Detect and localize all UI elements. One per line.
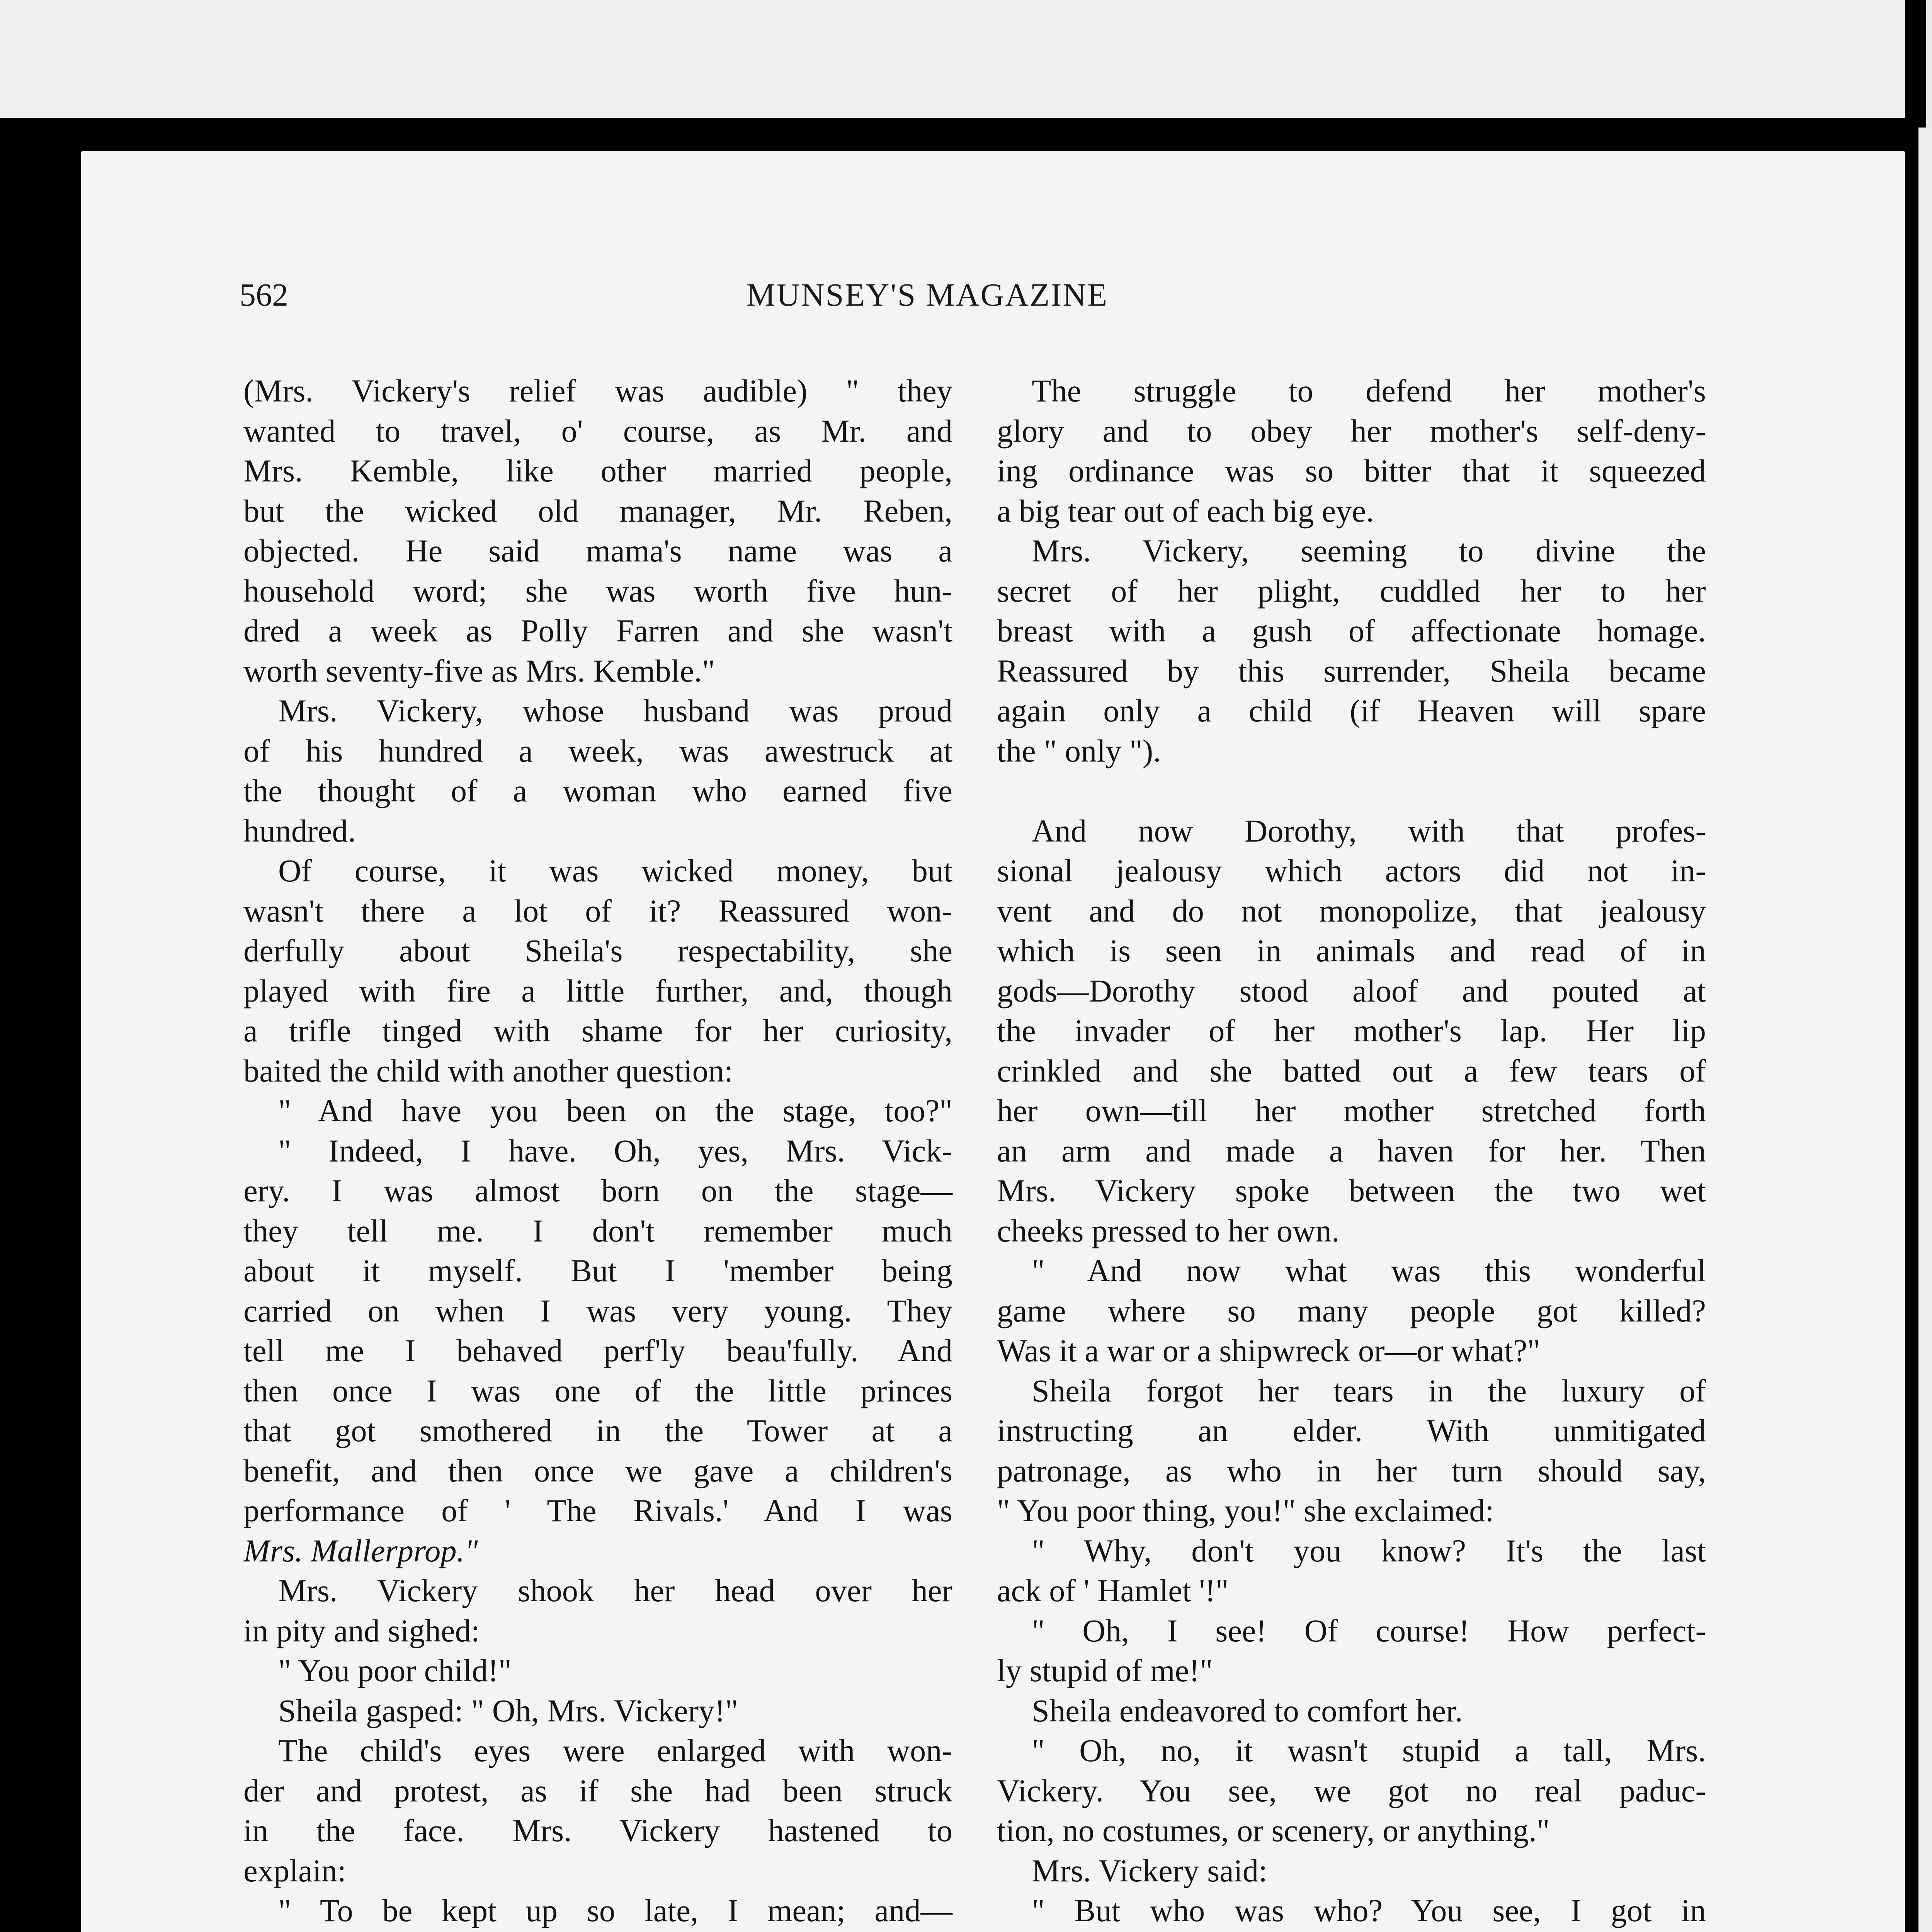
text-line: Vickery. You see, we got no real paduc- bbox=[997, 1772, 1706, 1808]
text-line: explain: bbox=[243, 1852, 346, 1888]
text-line: vent and do not monopolize, that jealousy bbox=[997, 893, 1706, 929]
text-line: objected. He said mama's name was a bbox=[243, 533, 952, 568]
text-line: Mrs. Vickery shook her head over her bbox=[278, 1573, 952, 1608]
text-line: Was it a war or a shipwreck or—or what?" bbox=[997, 1333, 1541, 1368]
text-line: " You poor child!" bbox=[278, 1653, 512, 1688]
text-line: Mrs. Vickery spoke between the two wet bbox=[997, 1173, 1706, 1208]
text-line: " Indeed, I have. Oh, yes, Mrs. Vick- bbox=[278, 1133, 952, 1168]
right-column bbox=[997, 371, 1706, 1932]
text-line: tion, no costumes, or scenery, or anything." bbox=[997, 1813, 1550, 1848]
text-line: her own—till her mother stretched forth bbox=[997, 1093, 1706, 1128]
text-line: Sheila endeavored to comfort her. bbox=[1032, 1692, 1463, 1728]
text-line: but the wicked old manager, Mr. Reben, bbox=[243, 493, 952, 529]
text-line: in pity and sighed: bbox=[243, 1612, 480, 1648]
text-line: " Oh, I see! Of course! How perfect- bbox=[1032, 1612, 1706, 1648]
text-line: Mrs. Vickery, seeming to divine the bbox=[1032, 533, 1706, 568]
text-line: " Oh, no, it wasn't stupid a tall, Mrs. bbox=[1032, 1733, 1706, 1768]
text-line: Reassured by this surrender, Sheila became bbox=[997, 653, 1706, 689]
text-line: a trifle tinged with shame for her curiosity, bbox=[243, 1013, 952, 1048]
text-line: " And have you been on the stage, too?" bbox=[278, 1093, 952, 1128]
running-head: MUNSEY'S MAGAZINE bbox=[746, 277, 1109, 313]
text-line: hundred. bbox=[243, 813, 356, 849]
text-line bbox=[997, 1931, 1706, 1932]
text-line: played with fire a little further, and, though bbox=[243, 973, 952, 1009]
text-line: the invader of her mother's lap. Her lip bbox=[997, 1013, 1706, 1048]
text-line: a big tear out of each big eye. bbox=[997, 493, 1374, 529]
text-line: game where so many people got killed? bbox=[997, 1293, 1706, 1328]
page-number: 562 bbox=[240, 277, 288, 313]
text-line: cheeks pressed to her own. bbox=[997, 1213, 1340, 1248]
text-line: about it myself. But I 'member being bbox=[243, 1253, 952, 1288]
text-line: that got smothered in the Tower at a bbox=[243, 1413, 952, 1448]
text-line: patronage, as who in her turn should say, bbox=[997, 1452, 1706, 1488]
text-line: " But who was who? You see, I got in bbox=[1032, 1893, 1706, 1928]
text-line: breast with a gush of affectionate homage. bbox=[997, 613, 1706, 648]
text-line: gods—Dorothy stood aloof and pouted at bbox=[997, 973, 1706, 1009]
text-line: sional jealousy which actors did not in- bbox=[997, 853, 1706, 888]
text-line: The child's eyes were enlarged with won- bbox=[278, 1733, 952, 1768]
text-line: in the face. Mrs. Vickery hastened to bbox=[243, 1813, 952, 1848]
text-line: performance of ' The Rivals.' And I was bbox=[243, 1493, 952, 1528]
text-line: again only a child (if Heaven will spare bbox=[997, 693, 1706, 728]
text-line: worth seventy-five as Mrs. Kemble." bbox=[243, 653, 715, 689]
text-line: ly stupid of me!" bbox=[997, 1653, 1213, 1688]
text-line: of his hundred a week, was awestruck at bbox=[243, 733, 952, 769]
text-line: carried on when I was very young. They bbox=[243, 1293, 952, 1328]
page-header bbox=[162, 276, 1692, 323]
text-line: Mrs. Vickery, whose husband was proud bbox=[278, 693, 952, 728]
text-line: " To be kept up so late, I mean; and— bbox=[278, 1893, 952, 1928]
text-line: And now Dorothy, with that profes- bbox=[1032, 813, 1706, 849]
next-page-edge bbox=[1918, 128, 1932, 1932]
text-line: the " only "). bbox=[997, 733, 1161, 769]
text-line: crinkled and she batted out a few tears of bbox=[997, 1053, 1706, 1088]
text-line: (Mrs. Vickery's relief was audible) " they bbox=[243, 373, 952, 408]
text-line: Of course, it was wicked money, but bbox=[278, 853, 952, 888]
text-line: ery. I was almost born on the stage— bbox=[243, 1173, 952, 1208]
adjacent-page-edge bbox=[1926, 0, 1932, 128]
text-line: then once I was one of the little princes bbox=[243, 1372, 952, 1408]
text-line: instructing an elder. With unmitigated bbox=[997, 1413, 1706, 1448]
text-line: " And now what was this wonderful bbox=[1032, 1253, 1706, 1288]
text-line: wasn't there a lot of it? Reassured won- bbox=[243, 893, 952, 929]
text-line: benefit, and then once we gave a children's bbox=[243, 1452, 952, 1488]
text-line: wanted to travel, o' course, as Mr. and bbox=[243, 413, 952, 449]
text-line: household word; she was worth five hun- bbox=[243, 573, 952, 609]
section-break bbox=[997, 771, 1706, 811]
text-line: baited the child with another question: bbox=[243, 1053, 733, 1088]
text-line: Mrs. Kemble, like other married people, bbox=[243, 453, 952, 488]
text-line: tell me I behaved perf'ly beau'fully. And bbox=[243, 1333, 952, 1368]
text-line: " Why, don't you know? It's the last bbox=[1032, 1532, 1706, 1568]
text-line: Mrs. Mallerprop." bbox=[243, 1532, 478, 1568]
text-line: secret of her plight, cuddled her to her bbox=[997, 573, 1706, 609]
text-line: derfully about Sheila's respectability, she bbox=[243, 933, 952, 968]
previous-page-edge bbox=[0, 0, 1905, 118]
text-line: which is seen in animals and read of in bbox=[997, 933, 1706, 968]
text-line: Mrs. Vickery said: bbox=[1032, 1852, 1267, 1888]
text-line: the thought of a woman who earned five bbox=[243, 773, 952, 808]
text-line bbox=[243, 1931, 952, 1932]
text-line: dred a week as Polly Farren and she wasn't bbox=[243, 613, 952, 648]
text-line: der and protest, as if she had been struck bbox=[243, 1772, 952, 1808]
text-line: Sheila gasped: " Oh, Mrs. Vickery!" bbox=[278, 1692, 738, 1728]
left-column bbox=[243, 371, 952, 1932]
text-line: they tell me. I don't remember much bbox=[243, 1213, 952, 1248]
text-line: " You poor thing, you!" she exclaimed: bbox=[997, 1493, 1494, 1528]
text-line: glory and to obey her mother's self-deny- bbox=[997, 413, 1706, 449]
text-line: Sheila forgot her tears in the luxury of bbox=[1032, 1372, 1706, 1408]
text-line: ack of ' Hamlet '!" bbox=[997, 1573, 1229, 1608]
text-line: The struggle to defend her mother's bbox=[1032, 373, 1706, 408]
text-line: an arm and made a haven for her. Then bbox=[997, 1133, 1706, 1168]
text-line: ing ordinance was so bitter that it squeezed bbox=[997, 453, 1706, 488]
